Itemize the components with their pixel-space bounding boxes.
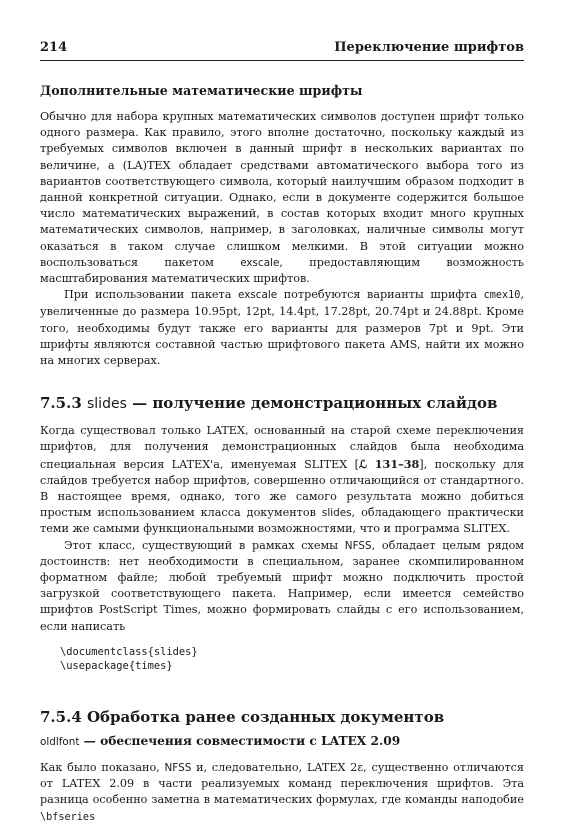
font-name: cmex10: [483, 290, 521, 302]
subsection-heading-oldlfont: oldlfont — обеспечения совместимости с LATEX 2.09: [40, 733, 401, 748]
code-line: \documentclass{slides}: [60, 645, 198, 658]
code-block: [60, 645, 524, 673]
section-heading-math-fonts: Дополнительные математические шрифты: [40, 83, 363, 98]
code-line: \usepackage{times}: [60, 659, 173, 672]
class-name: slides: [321, 507, 352, 520]
header-rule: [40, 60, 524, 61]
package-name: exscale: [238, 289, 278, 302]
nfss-label: NFSS: [344, 539, 372, 552]
section-heading-7-5-3: 7.5.3 slides — получение демонстрационных слайдов: [40, 394, 498, 413]
paragraph-oldlfont: Как было показано, NFSS и, следовательно, LATEX 2ε, существенно отличаются от LATEX 2.09 в части реализуемых команд переключения шрифтов. Эта разница особенно заметна в математических формулах, где команды наподобие \bfseries: [40, 760, 524, 823]
paragraph-slides-1: Когда существовал только LATEX, основанный на старой схеме переключения шрифтов, для получения демонстрационных слайдов была необходима специальная версия LATEX'а, именуемая SLITEX [ℒ 131–38], поскольку для слайдов требуется набор шрифтов, совершенно отличающийся от стандартного. В настоящее время, однако, того же самого результата можно добиться простым использованием класса документов slides, обладающего практически теми же самыми функциональными возможностями, что и программа SLITEX.: [40, 424, 525, 536]
command-name: \bfseries: [40, 811, 96, 823]
citation-ref: ℒ 131–38: [358, 456, 420, 471]
page-number: 214: [40, 40, 68, 55]
page-body: [40, 83, 524, 826]
page-header: [40, 40, 524, 62]
package-name: exscale: [240, 256, 280, 269]
paragraph-math-2: При использовании пакета exscale потребуются варианты шрифта cmex10, увеличенные до размера 10.95pt, 12pt, 14.4pt, 17.28pt, 20.74pt и 24.88pt. Кроме того, необходимы будут также его варианты для размеров 7pt и 9pt. Эти шрифты являются составной частью шрифтового пакета AMS, найти их можно на многих серверах.: [40, 288, 524, 368]
running-title: Переключение шрифтов: [334, 40, 524, 55]
section-heading-7-5-4: 7.5.4 Обработка ранее созданных документов: [40, 707, 445, 726]
paragraph-math-1: Обычно для набора крупных математических символов доступен шрифт только одного размера. Как правило, этого вполне достаточно, поскольку каждый из требуемых символов включен в данный шрифт в нескольких вариантах по величине, а (LA)TEX обладает средствами автоматического выбора того из вариантов соответствующего символа, который наилучшим образом подходит в данной конкретной ситуации. Однако, если в документе содержится большое число математических выражений, в состав которых входит много крупных математических символов, например, в заголовках, наличные символы могут оказаться в таком случае слишком мелкими. В этой ситуации можно воспользоваться пакетом exscale, предоставляющим возможность масштабирования математических шрифтов.: [40, 110, 524, 286]
paragraph-slides-2: Этот класс, существующий в рамках схемы NFSS, обладает целым рядом достоинств: нет необходимости в специальном, заранее скомпилированном форматном файле; любой требуемый шрифт можно подключить простой загрузкой соответствующего пакета. Например, если имеется семейство шрифтов PostScript Times, можно формировать слайды с его использованием, если написать: [40, 538, 525, 633]
